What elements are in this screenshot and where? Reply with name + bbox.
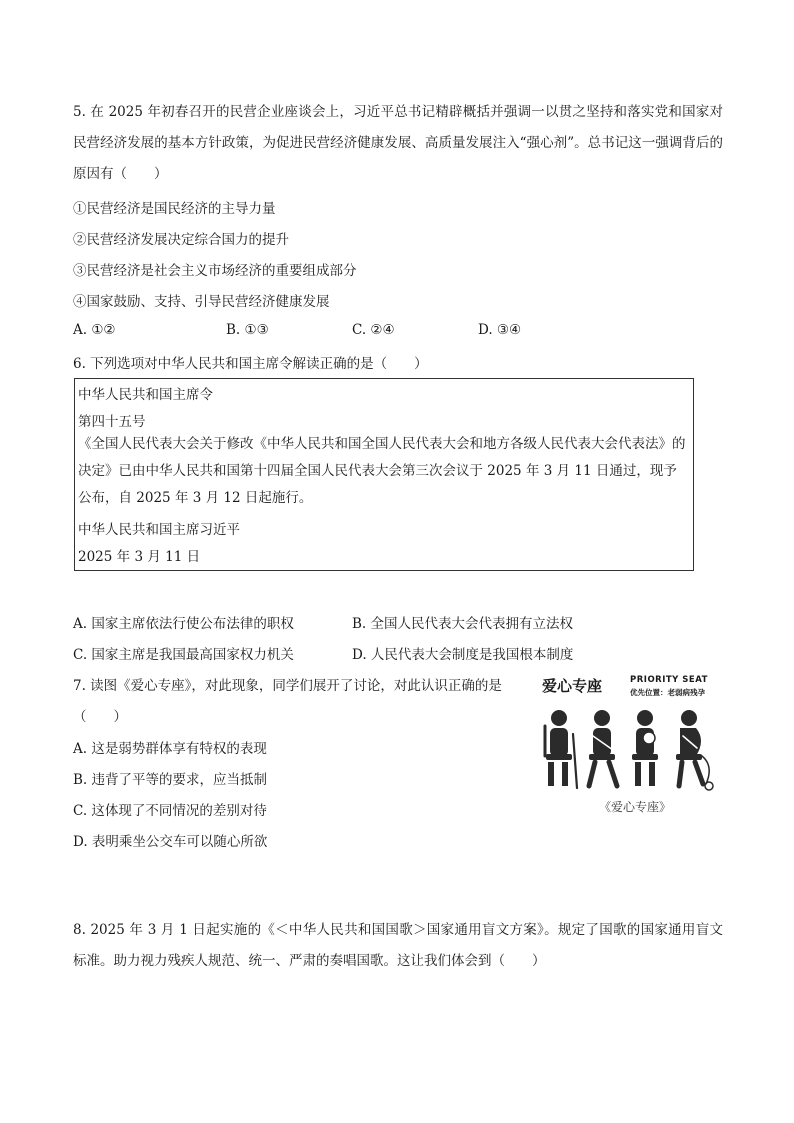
q6-stem: 6. 下列选项对中华人民共和国主席令解读正确的是（ ） (73, 356, 428, 372)
q8-stem: 8. 2025 年 3 月 1 日起实施的《＜中华人民共和国国歌＞国家通用盲文方案》。规定了国歌的国家通用盲文标准。助力视力残疾人规范、统一、严肃的奏唱国歌。这让我们体会到（ ） (73, 922, 723, 969)
q5-stem: 5. 在 2025 年初春召开的民营企业座谈会上，习近平总书记精辟概括并强调一以贯之坚持和落实党和国家对民营经济发展的基本方针政策，为促进民营经济健康发展、高质量发展注入“强心剂”。总书记这一强调背后的原因有（ ） (73, 104, 723, 182)
q7-option-c[interactable]: C. 这体现了不同情况的差别对待 (73, 803, 267, 819)
elderly-icon (545, 710, 577, 788)
q7-stem-line2: （ ） (73, 709, 127, 725)
disabled-person-icon (589, 710, 617, 786)
order-title: 中华人民共和国主席令 (78, 387, 213, 403)
q5-statement-3: ③民营经济是社会主义市场经济的重要组成部分 (73, 263, 357, 279)
order-number: 第四十五号 (78, 414, 146, 430)
figure-title: 爱心专座 (542, 677, 603, 695)
q6-option-c[interactable]: C. 国家主席是我国最高国家权力机关 (73, 647, 294, 663)
figure-caption: 《爱心专座》 (599, 800, 672, 814)
priority-seat-figure (537, 672, 727, 822)
priority-seat-icons (537, 706, 727, 792)
figure-title-en: PRIORITY SEAT (630, 675, 708, 685)
pregnant-person-icon (676, 710, 713, 790)
order-signature: 中华人民共和国主席习近平 (78, 522, 240, 538)
q5-option-a[interactable]: A. ①② (73, 322, 116, 338)
q6-option-d[interactable]: D. 人民代表大会制度是我国根本制度 (352, 647, 574, 663)
q5-option-b[interactable]: B. ①③ (226, 322, 269, 338)
q5-option-d[interactable]: D. ③④ (478, 322, 522, 338)
presidential-order-box (74, 378, 694, 571)
q5-statement-1: ①民营经济是国民经济的主导力量 (73, 201, 276, 217)
order-date: 2025 年 3 月 11 日 (78, 549, 201, 565)
q7-option-d[interactable]: D. 表明乘坐公交车可以随心所欲 (73, 834, 268, 850)
q7-option-a[interactable]: A. 这是弱势群体享有特权的表现 (73, 741, 267, 757)
q7-option-b[interactable]: B. 违背了平等的要求，应当抵制 (73, 772, 268, 788)
q7-stem-line1: 7. 读图《爱心专座》，对此现象，同学们展开了讨论，对此认识正确的是 (73, 678, 502, 694)
q5-statement-4: ④国家鼓励、支持、引导民营经济健康发展 (73, 294, 330, 310)
q5-statement-2: ②民营经济发展决定综合国力的提升 (73, 232, 289, 248)
q6-option-a[interactable]: A. 国家主席依法行使公布法律的职权 (73, 616, 294, 632)
parent-with-child-icon (632, 710, 658, 786)
q6-option-b[interactable]: B. 全国人民代表大会代表拥有立法权 (352, 616, 574, 632)
order-body: 《全国人民代表大会关于修改《中华人民共和国全国人民代表大会和地方各级人民代表大会代表法》的决定》已由中华人民共和国第十四届全国人民代表大会第三次会议于 2025 年 3 月 11 日通过，现予公布，自 2025 年 3 月 12 日起施行。 (78, 436, 686, 506)
q5-option-c[interactable]: C. ②④ (352, 322, 395, 338)
figure-subtitle: 优先位置：老弱病残孕 (630, 688, 705, 697)
